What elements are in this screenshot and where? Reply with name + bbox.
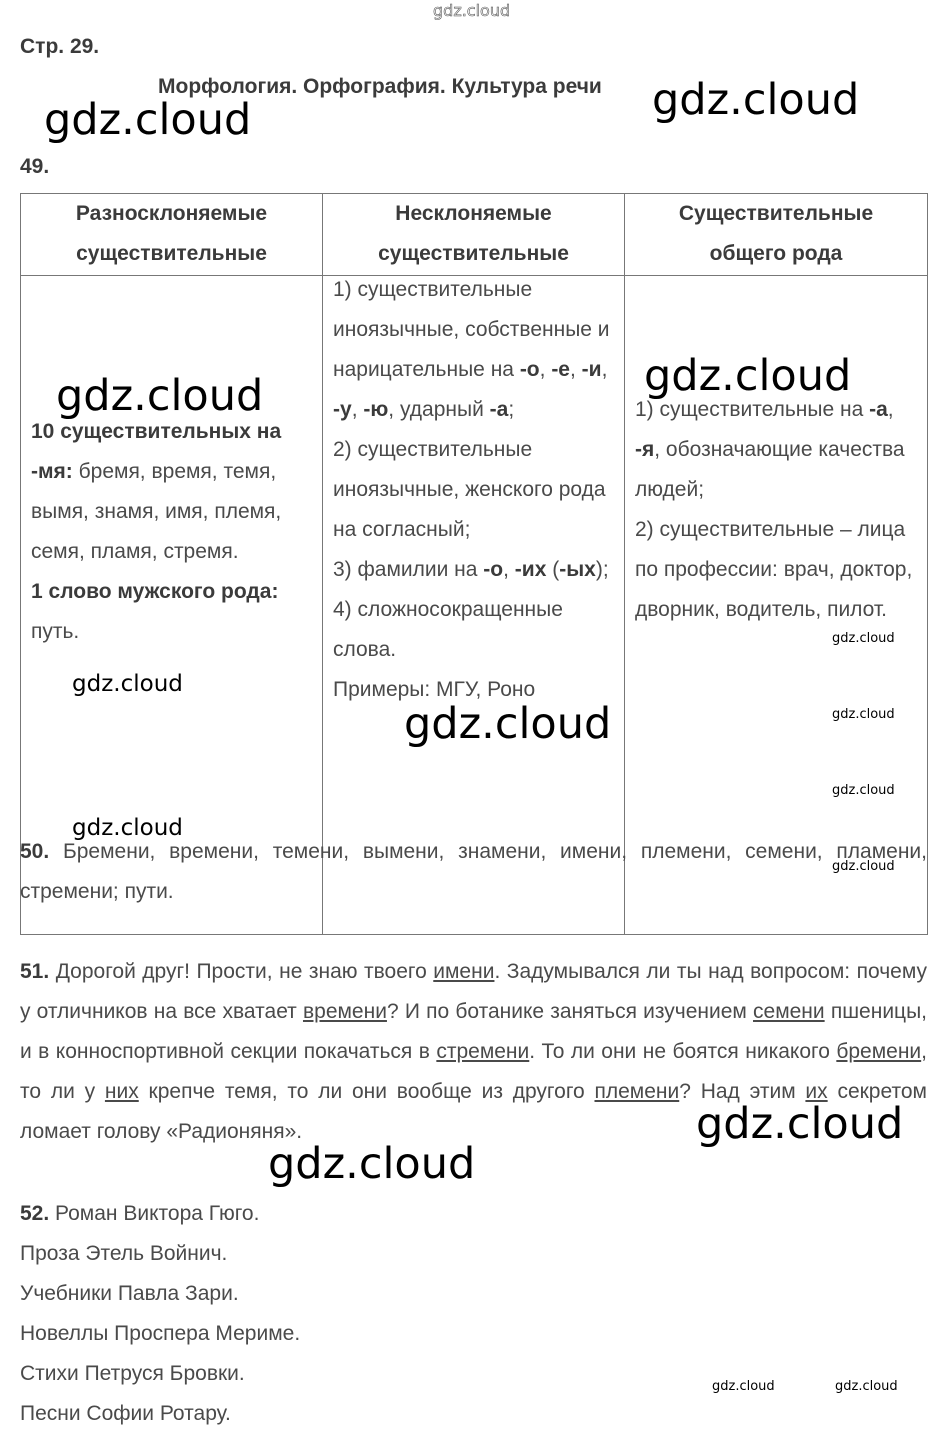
watermark: gdz.cloud	[268, 1139, 476, 1189]
task-number-49: 49.	[20, 155, 50, 178]
table-header-row	[21, 194, 928, 276]
task-52	[20, 1194, 900, 1434]
list-item: Стихи Петруся Бровки.	[20, 1362, 245, 1385]
header-common-gender: Существительные общего рода	[625, 194, 928, 276]
list-item: 52. Роман Виктора Гюго.	[20, 1202, 260, 1225]
watermark: gdz.cloud	[644, 351, 852, 401]
task-number-51: 51.	[20, 960, 50, 983]
list-item: Песни Софии Ротару.	[20, 1402, 231, 1425]
watermark: gdz.cloud	[433, 1, 511, 20]
list-item: Проза Этель Войнич.	[20, 1242, 228, 1265]
header-indeclinable: Несклоняемые существительные	[323, 194, 625, 276]
task-number-50: 50.	[20, 840, 50, 863]
header-heteroclitic: Разносклоняемые существительные	[21, 194, 323, 276]
bold-label: 1 слово мужского рода:	[31, 580, 279, 603]
watermark: gdz.cloud	[832, 631, 895, 646]
watermark: gdz.cloud	[404, 699, 612, 749]
list-item: Новеллы Проспера Мериме.	[20, 1322, 301, 1345]
task-51: 51. Дорогой друг! Прости, не знаю твоего имени. Задумывался ли ты над вопросом: почему у отличников на все хватает времени? И по ботанике заняться изучением семени пшеницы, и в конноспортивной секции покачаться в стремени. То ли они не боятся никакого бремени, то ли у них крепче темя, то ли они вообще из другого племени? Над этим их секретом ломает голову «Радионяня».	[20, 960, 928, 1143]
task-50: 50. Бремени, времени, темени, вымени, знамени, имени, племени, семени, пламени, стремени; пути.	[20, 840, 927, 903]
task-number-52: 52.	[20, 1202, 50, 1225]
watermark: gdz.cloud	[832, 783, 895, 798]
watermark: gdz.cloud	[712, 1379, 775, 1394]
cell-heteroclitic: 10 существительных на -мя: бремя, время, темя, вымя, знамя, имя, племя, семя, пламя, стремя. 1 слово мужского рода: путь.	[21, 276, 323, 935]
bold-label: 10 существительных на -мя:	[31, 420, 282, 483]
watermark: gdz.cloud	[696, 1099, 904, 1149]
watermark: gdz.cloud	[835, 1379, 898, 1394]
list-item: Учебники Павла Зари.	[20, 1282, 239, 1305]
cell-indeclinable: 1) существительные иноязычные, собственные и нарицательные на -о, -е, -и, -у, -ю, ударный -а; 2) существительные иноязычные, женского рода на согласный; 3) фамилии на -о, -их (-ых); 4) сложносокращенные слова. Примеры: МГУ, Роно	[323, 276, 625, 935]
watermark: gdz.cloud	[72, 815, 183, 841]
cell-common-gender: 1) существительные на -а, -я, обозначающие качества людей; 2) существительные – лица по профессии: врач, доктор, дворник, водитель, пилот.	[625, 276, 928, 935]
watermark: gdz.cloud	[832, 707, 895, 722]
watermark: gdz.cloud	[832, 859, 895, 874]
watermark: gdz.cloud	[44, 95, 252, 145]
page-reference: Стр. 29.	[20, 35, 100, 58]
watermark: gdz.cloud	[72, 671, 183, 697]
watermark: gdz.cloud	[652, 75, 860, 125]
section-title: Морфология. Орфография. Культура речи	[158, 75, 602, 98]
examples: Примеры: МГУ, Роно	[333, 678, 536, 701]
watermark: gdz.cloud	[56, 371, 264, 421]
